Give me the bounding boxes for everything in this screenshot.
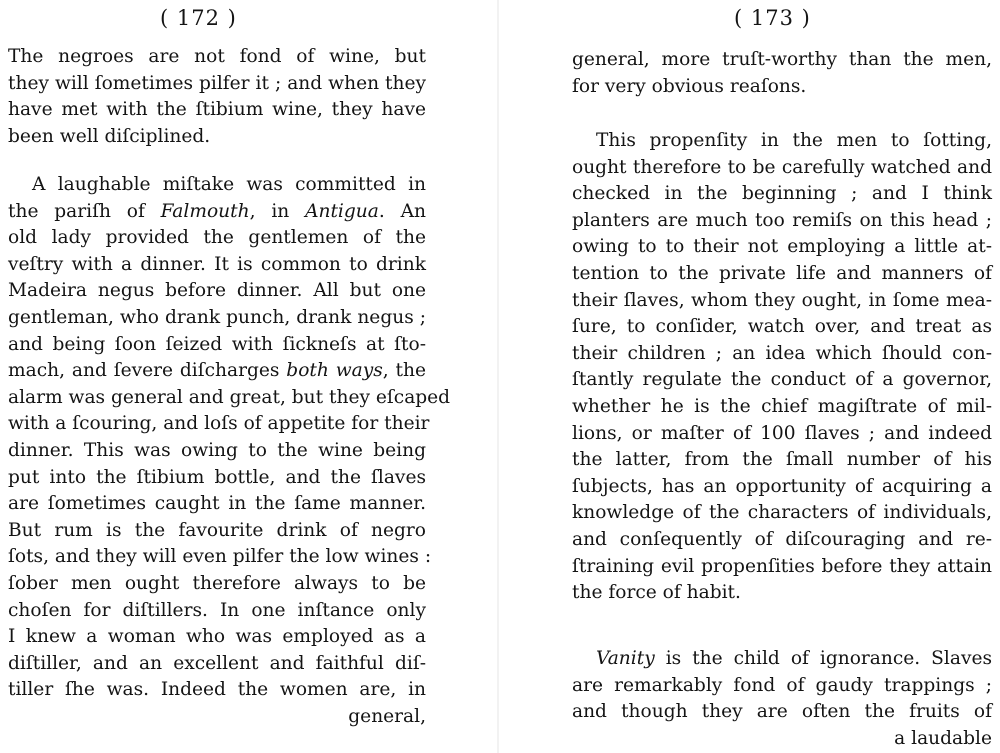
text-line: their children ; an idea which ſhould con- [572, 342, 992, 364]
catchword: general, [348, 705, 426, 727]
text-line: and though they are often the fruits of [572, 701, 992, 723]
text-line: the force of habit. [572, 582, 741, 604]
text-line: Vanity is the child of ignorance. Slaves [596, 648, 992, 669]
text-line: ſots, and they will even pilfer the low wines : [8, 546, 432, 568]
text-line: This propenſity in the men to ſotting, [596, 130, 992, 151]
text-line: But rum is the favourite drink of negro [8, 519, 426, 541]
paragraph [572, 128, 992, 607]
text-line: gentleman, who drank punch, drank negus ; [8, 306, 426, 328]
text-line: and being ſoon ſeized with ſickneſs at ſto- [8, 333, 426, 355]
paragraph [572, 646, 992, 752]
text-line: old lady provided the gentlemen of the [8, 227, 426, 249]
text-line: whether he is the chief magiſtrate of mil- [572, 395, 992, 417]
paragraph [8, 44, 426, 150]
text-line: are ſometimes caught in the ſame manner. [8, 493, 426, 515]
text-line: for very obvious reaſons. [572, 75, 807, 97]
text-line: and conſequently of diſcouraging and re- [572, 528, 992, 550]
text-line: are remarkably fond of gaudy trappings ; [572, 674, 992, 696]
right-page [562, 0, 1000, 753]
text-line: have met with the ſtibium wine, they have [8, 99, 426, 121]
text-line: checked in the beginning ; and I think [572, 183, 992, 205]
italic-place: Falmouth [160, 200, 250, 222]
text-line: veſtry with a dinner. It is common to drink [8, 253, 426, 275]
page-number: ( 173 ) [734, 6, 811, 30]
text-line: ſtraining evil propenſities before they attain [572, 555, 992, 577]
text-line: their ſlaves, whom they ought, in ſome mea- [572, 289, 992, 311]
italic-place: Antigua [305, 200, 379, 222]
text-line: put into the ſtibium bottle, and the ſlaves [8, 466, 426, 488]
text-line: ſtantly regulate the conduct of a governor, [572, 369, 992, 391]
text-line: knowledge of the characters of individuals, [572, 502, 992, 524]
text-line: general, more truſt-worthy than the men, [572, 49, 992, 70]
text-line: ſubjects, has an opportunity of acquiring a [572, 475, 992, 497]
text-line: the pariſh of Falmouth, in Antigua. An [8, 200, 426, 222]
text-line: planters are much too remiſs on this head ; [572, 209, 992, 231]
text-line: ſober men ought therefore always to be [8, 572, 426, 594]
italic-emphasis: both ways [286, 360, 383, 382]
text-line: mach, and ſevere diſcharges both ways, the [8, 360, 426, 382]
text-line: tention to the private life and manners of [572, 262, 992, 284]
text-line: been well diſciplined. [8, 125, 211, 147]
text-line: A laughable miſtake was committed in [32, 174, 426, 195]
text-line: dinner. This was owing to the wine being [8, 439, 426, 461]
text-line: ought therefore to be carefully watched and [572, 156, 992, 178]
text-line: they will ſometimes pilfer it ; and when they [8, 72, 426, 94]
text-line: with a ſcouring, and loſs of appetite for their [8, 413, 430, 435]
paragraph [572, 47, 992, 100]
gutter [497, 0, 499, 753]
text-line: the latter, from the ſmall number of his [572, 449, 992, 471]
text-line: Madeira negus before dinner. All but one [8, 280, 426, 302]
left-page [0, 0, 451, 753]
text-line: owing to to their not employing a little at- [572, 236, 992, 258]
text-line: diſtiller, and an excellent and faithful diſ- [8, 652, 426, 674]
paragraph [8, 172, 451, 730]
text-line: The negroes are not fond of wine, but [8, 46, 426, 67]
italic-emphasis: Vanity [596, 648, 655, 669]
text-line: alarm was general and great, but they eſcaped [8, 386, 451, 408]
text-line: I knew a woman who was employed as a [8, 626, 426, 648]
text-line: lions, or maſter of 100 ſlaves ; and indeed [572, 422, 992, 444]
text-line: choſen for diſtillers. In one inſtance only [8, 599, 426, 621]
text-line: ſure, to conſider, watch over, and treat as [572, 316, 992, 338]
page-number: ( 172 ) [160, 6, 237, 30]
text-line: tiller ſhe was. Indeed the women are, in [8, 679, 426, 701]
catchword: a laudable [894, 727, 992, 749]
